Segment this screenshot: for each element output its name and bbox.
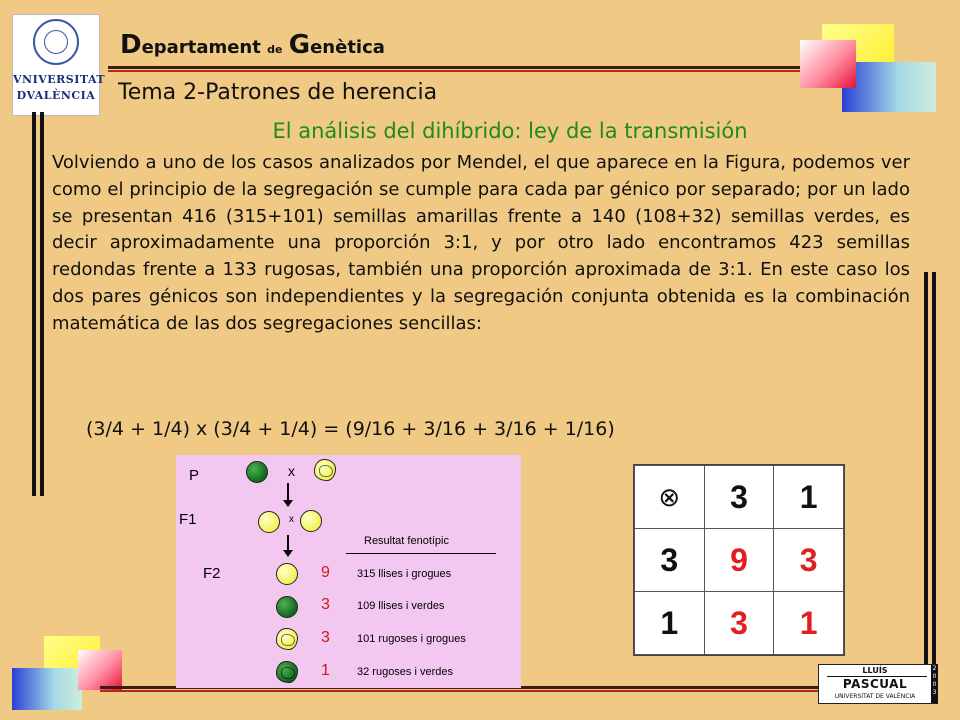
footer-logo-name: PASCUAL	[842, 677, 908, 691]
footer-logo-year: 2 0 0 3	[931, 665, 938, 703]
header-divider-red	[108, 70, 816, 72]
product-cell: 3	[774, 529, 844, 592]
phenotype-label: 315 llises i grogues	[357, 568, 452, 580]
department-word: epartament	[141, 37, 261, 58]
seal-inner-ring	[44, 30, 68, 54]
department-title	[120, 30, 385, 60]
generation-label-f1: F1	[179, 511, 197, 528]
footer-logo-institution: UNIVERSITAT DE VALÈNCIA	[834, 693, 916, 700]
ratio-count: 1	[321, 662, 330, 679]
parent-yellow-wrinkled-pea-icon	[314, 459, 336, 481]
punnett-row	[635, 529, 844, 592]
decor-square-red-top	[800, 40, 856, 88]
f2-green-wrinkled-pea-icon	[276, 661, 298, 683]
row-header: 1	[635, 592, 705, 655]
probability-formula: (3/4 + 1/4) x (3/4 + 1/4) = (9/16 + 3/16 + 3/16 + 1/16)	[86, 418, 615, 440]
punnett-table	[634, 465, 844, 655]
ratio-count: 3	[321, 629, 330, 646]
product-cell: 3	[704, 592, 774, 655]
logo-text-line1: VNIVERSITAT	[13, 73, 106, 86]
punnett-header-row	[635, 466, 844, 529]
university-logo	[12, 14, 106, 116]
right-vertical-bar	[932, 272, 936, 692]
header-divider-dark	[108, 66, 816, 69]
generation-label-p: P	[189, 467, 200, 484]
parent-green-smooth-pea-icon	[246, 461, 268, 483]
f2-green-smooth-pea-icon	[276, 596, 298, 618]
f2-yellow-smooth-pea-icon	[276, 563, 298, 585]
dihybrid-cross-figure	[176, 455, 521, 688]
left-vertical-bar	[40, 112, 44, 496]
phenotype-label: 101 rugoses i grogues	[357, 633, 466, 645]
left-vertical-bar	[32, 112, 36, 496]
department-de: de	[267, 43, 283, 56]
logo-text-line2: DVALÈNCIA	[16, 89, 96, 102]
punnett-row	[635, 592, 844, 655]
product-cell: 9	[704, 529, 774, 592]
down-arrow-icon	[287, 535, 289, 551]
cross-product-symbol: ⊗	[635, 466, 705, 529]
down-arrow-icon	[287, 483, 289, 501]
ratio-count: 3	[321, 596, 330, 613]
punnett-square	[633, 464, 845, 656]
result-heading: Resultat fenotípic	[364, 535, 449, 547]
product-cell: 1	[774, 592, 844, 655]
ratio-count: 9	[321, 564, 330, 581]
generation-label-f2: F2	[203, 565, 221, 582]
decor-square-blue-top	[842, 62, 936, 112]
department-initial-d: D	[120, 30, 142, 60]
cross-symbol: x	[289, 514, 294, 525]
university-seal-icon	[33, 19, 79, 65]
department-initial-g: G	[288, 30, 311, 60]
section-title: El análisis del dihíbrido: ley de la transmisión	[272, 119, 748, 143]
right-vertical-bar	[924, 272, 928, 692]
row-header: 3	[635, 529, 705, 592]
f1-yellow-smooth-pea-icon	[258, 511, 280, 533]
cross-symbol: x	[288, 463, 295, 479]
department-subject: enètica	[310, 37, 385, 58]
decor-square-blue-bottom	[12, 668, 82, 710]
result-heading-underline	[346, 553, 496, 554]
body-paragraph: Volviendo a uno de los casos analizados por Mendel, el que aparece en la Figura, podemos ver como el principio de la segregación se cumple para cada par génico por separado; por un lado se presentan 416 (315+101) semillas amarillas frente a 140 (108+32) semillas verdes, es decir aproximadamente una proporción 3:1, y por otro lado encontramos 423 semillas redondas frente a 133 rugosas, también una proporción aproximada de 3:1. En este caso los dos pares génicos son independientes y la segregación conjunta obtenida es la combinación matemática de las dos segregaciones sencillas:	[52, 152, 910, 334]
footer-logo-small-name: LLUÍS	[862, 666, 888, 675]
slide-subtitle: Tema 2-Patrones de herencia	[118, 80, 438, 105]
footer-logo	[818, 664, 938, 704]
f1-yellow-smooth-pea-icon	[300, 510, 322, 532]
phenotype-label: 109 llises i verdes	[357, 600, 445, 612]
footer-divider-red	[100, 690, 818, 692]
f2-yellow-wrinkled-pea-icon	[276, 628, 298, 650]
column-header: 3	[704, 466, 774, 529]
phenotype-label: 32 rugoses i verdes	[357, 666, 453, 678]
decor-square-red-bottom	[78, 650, 122, 690]
column-header: 1	[774, 466, 844, 529]
